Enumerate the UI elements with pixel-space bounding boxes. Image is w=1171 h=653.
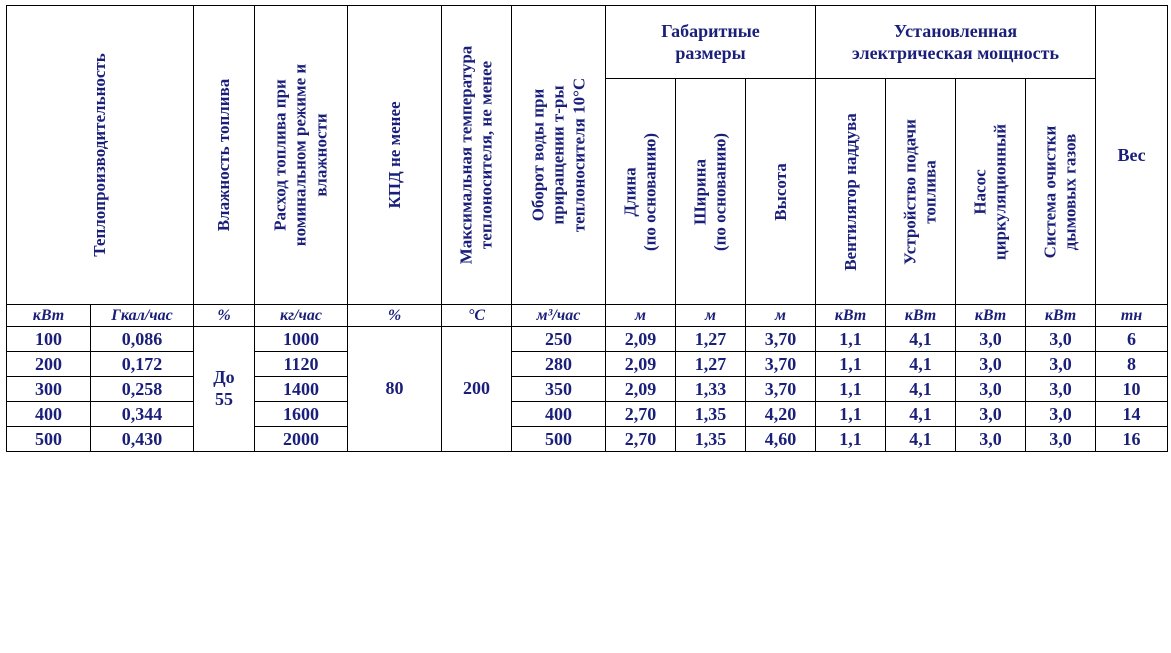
cell-feeder: 4,1 <box>886 377 956 402</box>
cell-efficiency-merged: 80 <box>348 327 442 452</box>
cell-width: 1,27 <box>676 327 746 352</box>
cell-height: 4,20 <box>746 402 816 427</box>
header-fan: Вентилятор наддува <box>816 79 886 305</box>
unit-cell: % <box>194 305 255 327</box>
cell-length: 2,09 <box>606 377 676 402</box>
cell-flue: 3,0 <box>1026 402 1096 427</box>
unit-cell: кВт <box>1026 305 1096 327</box>
cell-weight: 8 <box>1096 352 1168 377</box>
cell-weight: 14 <box>1096 402 1168 427</box>
cell-kw: 500 <box>7 427 91 452</box>
cell-consumption: 1120 <box>255 352 348 377</box>
cell-pump: 3,0 <box>956 352 1026 377</box>
unit-cell: кВт <box>956 305 1026 327</box>
header-electrical-power: Установленная электрическая мощность <box>816 6 1096 79</box>
cell-length: 2,09 <box>606 352 676 377</box>
cell-gcal: 0,172 <box>91 352 194 377</box>
cell-flue: 3,0 <box>1026 377 1096 402</box>
cell-fan: 1,1 <box>816 402 886 427</box>
header-pump: Насос циркуляционный <box>956 79 1026 305</box>
cell-height: 3,70 <box>746 377 816 402</box>
header-row-1 <box>7 6 1168 79</box>
cell-flue: 3,0 <box>1026 327 1096 352</box>
cell-consumption: 2000 <box>255 427 348 452</box>
cell-flue: 3,0 <box>1026 427 1096 452</box>
cell-width: 1,33 <box>676 377 746 402</box>
unit-cell: м <box>676 305 746 327</box>
unit-cell: кг/час <box>255 305 348 327</box>
cell-height: 3,70 <box>746 352 816 377</box>
cell-feeder: 4,1 <box>886 327 956 352</box>
unit-cell: кВт <box>7 305 91 327</box>
table-row <box>7 402 1168 427</box>
header-width: Ширина (по основанию) <box>676 79 746 305</box>
header-weight: Вес <box>1096 6 1168 305</box>
cell-fan: 1,1 <box>816 377 886 402</box>
cell-moisture-merged: До 55 <box>194 327 255 452</box>
header-height: Высота <box>746 79 816 305</box>
unit-cell: кВт <box>816 305 886 327</box>
cell-flow: 400 <box>512 402 606 427</box>
cell-gcal: 0,258 <box>91 377 194 402</box>
header-flue-cleaning: Система очистки дымовых газов <box>1026 79 1096 305</box>
cell-max-temp-merged: 200 <box>442 327 512 452</box>
cell-pump: 3,0 <box>956 377 1026 402</box>
cell-consumption: 1400 <box>255 377 348 402</box>
cell-height: 3,70 <box>746 327 816 352</box>
unit-cell: тн <box>1096 305 1168 327</box>
unit-cell: % <box>348 305 442 327</box>
cell-kw: 400 <box>7 402 91 427</box>
header-fuel-consumption: Расход топлива при номинальном режиме и влажности <box>255 6 348 305</box>
header-fuel-moisture: Влажность топлива <box>194 6 255 305</box>
cell-length: 2,70 <box>606 427 676 452</box>
cell-weight: 16 <box>1096 427 1168 452</box>
cell-pump: 3,0 <box>956 427 1026 452</box>
cell-kw: 100 <box>7 327 91 352</box>
header-heat-output: Теплопроизводительность <box>7 6 194 305</box>
unit-cell: Гкал/час <box>91 305 194 327</box>
unit-cell: м <box>606 305 676 327</box>
header-dimensions: Габаритные размеры <box>606 6 816 79</box>
cell-fan: 1,1 <box>816 427 886 452</box>
cell-consumption: 1000 <box>255 327 348 352</box>
cell-fan: 1,1 <box>816 327 886 352</box>
unit-cell: м³/час <box>512 305 606 327</box>
table-row <box>7 377 1168 402</box>
cell-pump: 3,0 <box>956 327 1026 352</box>
table-row <box>7 352 1168 377</box>
boiler-specs-table <box>6 5 1168 452</box>
cell-feeder: 4,1 <box>886 352 956 377</box>
cell-flow: 500 <box>512 427 606 452</box>
cell-length: 2,09 <box>606 327 676 352</box>
cell-width: 1,35 <box>676 402 746 427</box>
table-row <box>7 427 1168 452</box>
cell-flow: 280 <box>512 352 606 377</box>
unit-cell: м <box>746 305 816 327</box>
table-row <box>7 327 1168 352</box>
cell-width: 1,35 <box>676 427 746 452</box>
unit-cell: кВт <box>886 305 956 327</box>
header-efficiency: КПД не менее <box>348 6 442 305</box>
cell-weight: 10 <box>1096 377 1168 402</box>
cell-pump: 3,0 <box>956 402 1026 427</box>
cell-height: 4,60 <box>746 427 816 452</box>
cell-flow: 250 <box>512 327 606 352</box>
cell-length: 2,70 <box>606 402 676 427</box>
cell-flue: 3,0 <box>1026 352 1096 377</box>
header-length: Длина (по основанию) <box>606 79 676 305</box>
cell-feeder: 4,1 <box>886 402 956 427</box>
header-feeder: Устройство подачи топлива <box>886 79 956 305</box>
cell-feeder: 4,1 <box>886 427 956 452</box>
cell-flow: 350 <box>512 377 606 402</box>
header-water-flow: Оборот воды при приращении т-ры теплоносителя 10°С <box>512 6 606 305</box>
unit-cell: °С <box>442 305 512 327</box>
cell-fan: 1,1 <box>816 352 886 377</box>
cell-gcal: 0,430 <box>91 427 194 452</box>
header-max-temperature: Максимальная температура теплоносителя, не менее <box>442 6 512 305</box>
cell-width: 1,27 <box>676 352 746 377</box>
cell-consumption: 1600 <box>255 402 348 427</box>
cell-kw: 300 <box>7 377 91 402</box>
cell-kw: 200 <box>7 352 91 377</box>
cell-gcal: 0,344 <box>91 402 194 427</box>
cell-gcal: 0,086 <box>91 327 194 352</box>
cell-weight: 6 <box>1096 327 1168 352</box>
units-row <box>7 305 1168 327</box>
